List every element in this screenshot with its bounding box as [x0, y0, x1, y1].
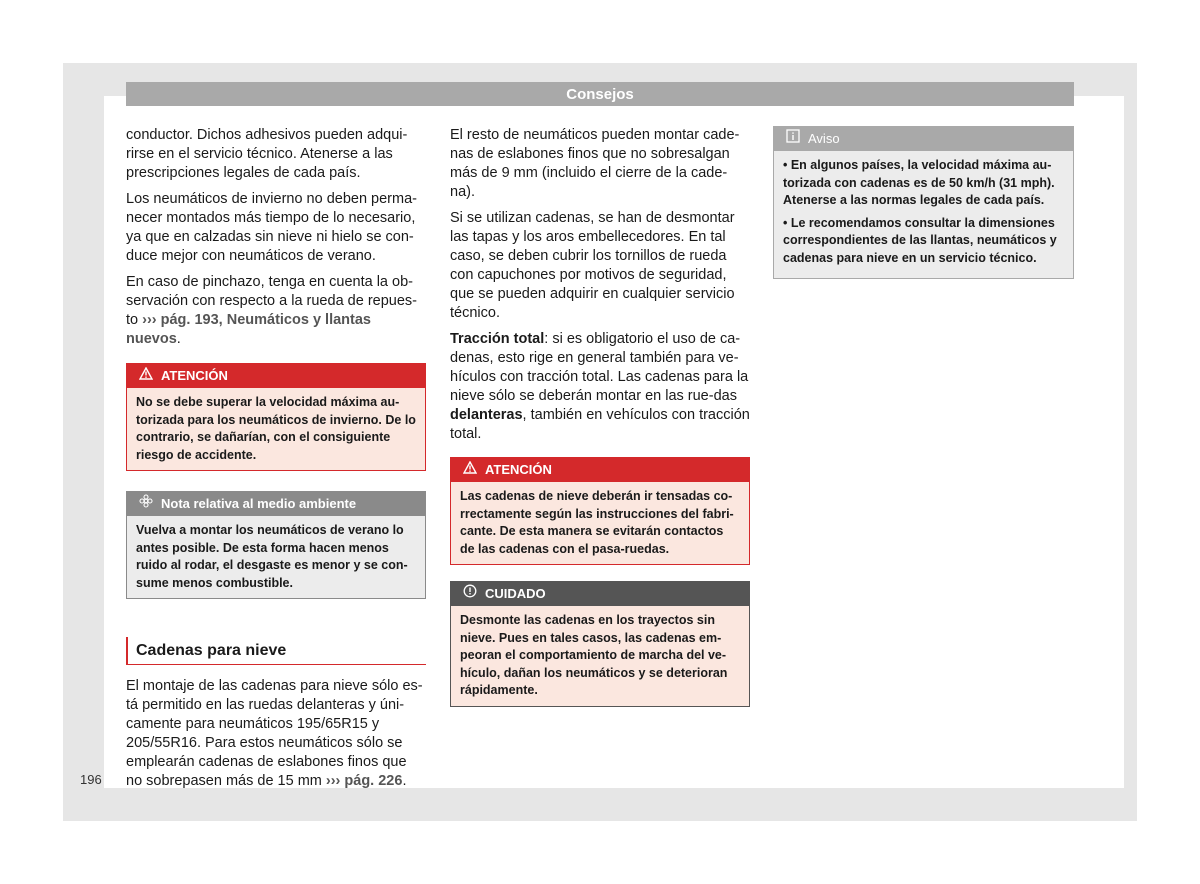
paragraph-text: El montaje de las cadenas para nieve sólo es-tá permitido en las ruedas delanteras y úni-camente para neumáticos 195/65R15 y 205/55R16. Para estos neumáticos sólo se emplearán cadenas de eslabones finos que no sobrepasen más de 15 mm	[126, 678, 423, 789]
warning-box	[126, 363, 426, 471]
page-reference-link[interactable]: ››› pág. 193, Neumáticos y llantas nuevos	[126, 312, 371, 347]
info-note-box	[773, 126, 1074, 279]
paragraph: Los neumáticos de invierno no deben perma-necer montados más tiempo de lo necesario, ya que en calzadas sin nieve ni hielo se con-duce mejor con neumáticos de verano.	[126, 191, 417, 264]
warning-triangle-icon	[137, 364, 155, 388]
environment-note-box	[126, 491, 426, 599]
paragraph: Si se utilizan cadenas, se han de desmontar las tapas y los aros embellecedores. En tal caso, se deben cubrir los tornillos de rueda con capuchones por motivos de seguridad, que se pueden adquirir en cualquier servicio técnico.	[450, 210, 735, 321]
info-title: Aviso	[808, 131, 840, 146]
warning-header	[451, 458, 749, 482]
section-header: Consejos	[126, 82, 1074, 106]
warning-header	[127, 364, 425, 388]
warning-title: ATENCIÓN	[161, 368, 228, 383]
section-title: Cadenas para nieve	[126, 637, 426, 665]
list-item: • En algunos países, la velocidad máxima au-torizada con cadenas es de 50 km/h (31 mph). Atenerse a las normas legales de cada país.	[783, 158, 1055, 207]
bold-term: Tracción total	[450, 331, 545, 347]
page-number: 196	[80, 772, 102, 787]
info-icon	[784, 127, 802, 151]
paragraph: conductor. Dichos adhesivos pueden adqui-rirse en el servicio técnico. Atenerse a las prescripciones legales de cada país.	[126, 127, 408, 181]
column-1	[126, 126, 426, 798]
warning-triangle-icon	[461, 458, 479, 482]
exclamation-circle-icon	[461, 582, 479, 606]
warning-body: Las cadenas de nieve deberán ir tensadas co-rrectamente según las instrucciones del fabri-cante. De esta manera se evitarán contactos de las cadenas con el pasa-ruedas.	[451, 482, 749, 564]
caution-box	[450, 581, 750, 707]
column-3	[773, 126, 1074, 279]
caution-title: CUIDADO	[485, 586, 546, 601]
paragraph: El resto de neumáticos pueden montar cade-nas de eslabones finos que no sobresalgan más de 9 mm (incluido el cierre de la cade-na).	[450, 127, 740, 200]
info-body	[774, 151, 1073, 278]
environment-header	[127, 492, 425, 516]
paragraph-text: : si es obligatorio el uso de ca-denas, esto rige en general también para ve-hículos con tracción total. Las cadenas para la nieve sólo se deberán montar en las rue-das	[450, 331, 749, 404]
list-item: • Le recomendamos consultar la dimensiones correspondientes de las llantas, neumáticos y cadenas para nieve en un servicio técnico.	[783, 215, 1057, 265]
paragraph-text: En caso de pinchazo, tenga en cuenta la ob-servación con respecto a la rueda de repues-to	[126, 274, 417, 328]
paragraph	[126, 273, 426, 349]
warning-body: No se debe superar la velocidad máxima au-torizada para los neumáticos de invierno. De lo contrario, se dañarían, con el consiguiente riesgo de accidente.	[127, 388, 425, 470]
environment-title: Nota relativa al medio ambiente	[161, 496, 357, 511]
info-header	[774, 127, 1073, 151]
caution-header	[451, 582, 749, 606]
paragraph	[126, 677, 426, 791]
page-reference-link[interactable]: ››› pág. 226	[325, 773, 403, 789]
warning-box	[450, 457, 750, 565]
paragraph-text: .	[176, 331, 181, 347]
paragraph-text: , también en vehículos con tracción total.	[450, 407, 750, 442]
caution-body: Desmonte las cadenas en los trayectos sin nieve. Pues en tales casos, las cadenas em-peoran el comportamiento de marcha del ve-hículo, dañan los neumáticos y se deterioran rápidamente.	[451, 606, 749, 706]
paragraph-text: .	[402, 773, 407, 789]
paragraph	[450, 330, 750, 444]
column-2	[450, 126, 750, 707]
bold-term: delanteras	[450, 407, 523, 423]
flower-icon	[137, 492, 155, 516]
warning-title: ATENCIÓN	[485, 462, 552, 477]
environment-body: Vuelva a montar los neumáticos de verano lo antes posible. De esta forma hacen menos ruido al rodar, el desgaste es menor y se con-sume menos combustible.	[127, 516, 425, 598]
